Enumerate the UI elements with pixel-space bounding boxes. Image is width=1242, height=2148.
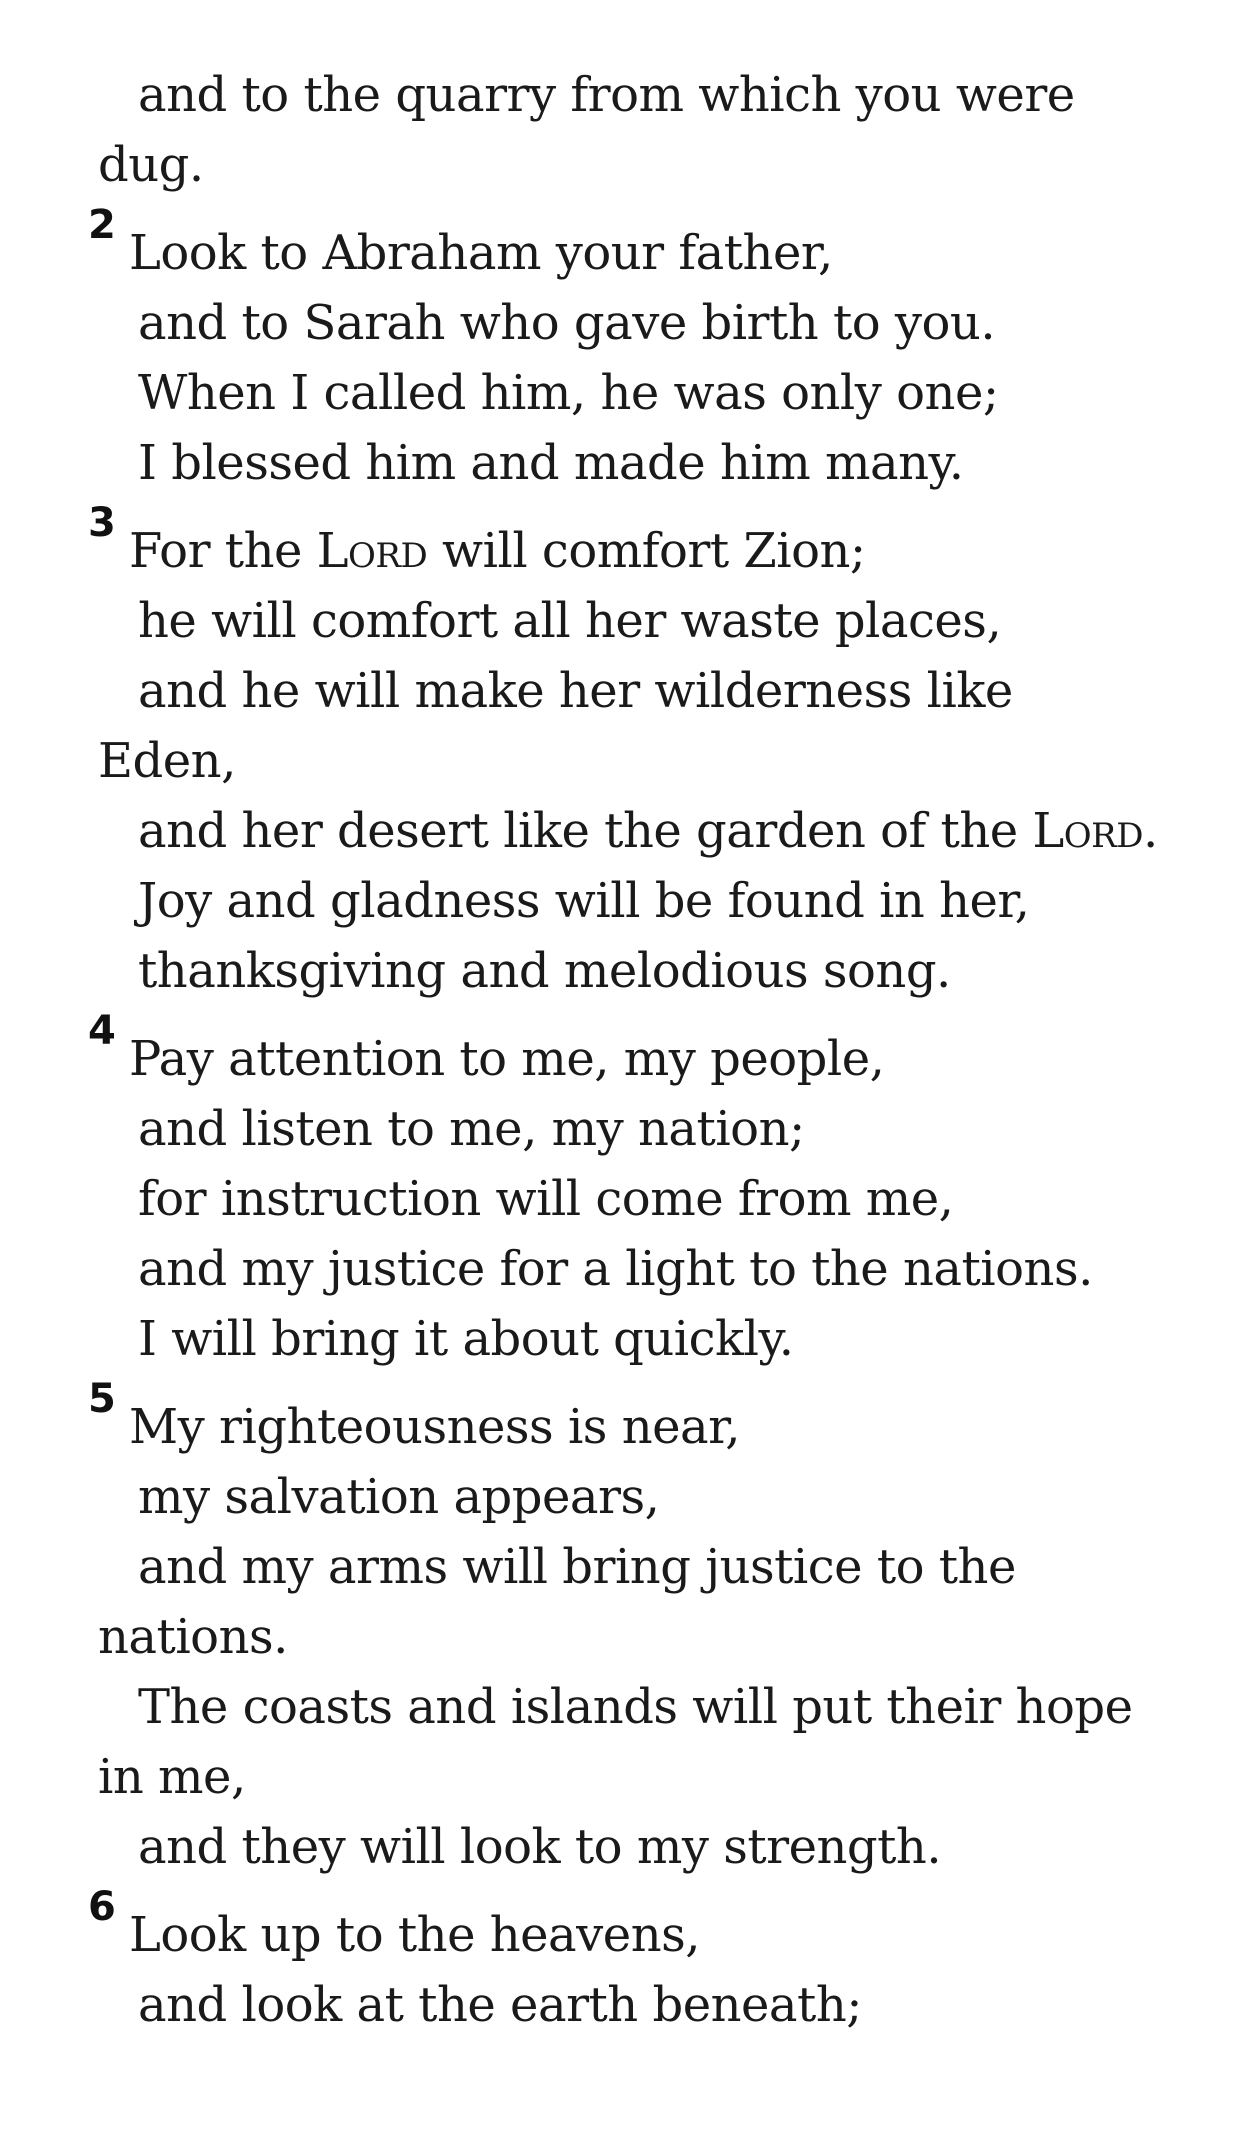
- verse-number: 6: [88, 1884, 116, 1930]
- verse-text: will comfort Zion;: [442, 523, 866, 579]
- verse-line: [138, 796, 1158, 866]
- verse-line: and to Sarah who gave birth to you.: [138, 295, 996, 351]
- verse-line: and to the quarry from which you were: [138, 67, 1075, 123]
- verse-line: thanksgiving and melodious song.: [138, 943, 951, 999]
- verse-line-continuation: nations.: [98, 1609, 288, 1665]
- verse-number: 3: [88, 500, 116, 546]
- verse-line: Pay attention to me, my people,: [129, 1031, 885, 1087]
- verse-line: I blessed him and made him many.: [138, 435, 964, 491]
- verse-line: and look at the earth beneath;: [138, 1977, 862, 2033]
- verse-line: he will comfort all her waste places,: [138, 593, 1002, 649]
- verse-number: 2: [88, 202, 116, 248]
- verse-line: my salvation appears,: [138, 1469, 660, 1525]
- verse-line: and my justice for a light to the nations.: [138, 1241, 1093, 1297]
- verse-text: For the: [129, 523, 302, 579]
- divine-name: Lord: [1032, 803, 1144, 859]
- verse-line: My righteousness is near,: [129, 1399, 741, 1455]
- verse-line: I will bring it about quickly.: [138, 1311, 794, 1367]
- verse-line-continuation: dug.: [98, 137, 204, 193]
- verse-line: When I called him, he was only one;: [138, 365, 999, 421]
- verse-line-continuation: in me,: [98, 1749, 246, 1805]
- verse-line: Joy and gladness will be found in her,: [138, 873, 1030, 929]
- verse-line: Look to Abraham your father,: [129, 225, 833, 281]
- verse-line: and listen to me, my nation;: [138, 1101, 805, 1157]
- verse-line: and my arms will bring justice to the: [138, 1539, 1016, 1595]
- verse-line: for instruction will come from me,: [138, 1171, 954, 1227]
- verse-number: 5: [88, 1376, 116, 1422]
- punctuation: .: [1143, 803, 1158, 859]
- verse-number: 4: [88, 1008, 116, 1054]
- verse-line: [129, 516, 866, 586]
- verse-line: Look up to the heavens,: [129, 1907, 700, 1963]
- verse-line: The coasts and islands will put their hope: [138, 1679, 1133, 1735]
- verse-text: and her desert like the garden of the: [138, 803, 1018, 859]
- verse-line-continuation: Eden,: [98, 733, 236, 789]
- verse-line: and he will make her wilderness like: [138, 663, 1013, 719]
- verse-line: and they will look to my strength.: [138, 1819, 942, 1875]
- divine-name: Lord: [316, 523, 428, 579]
